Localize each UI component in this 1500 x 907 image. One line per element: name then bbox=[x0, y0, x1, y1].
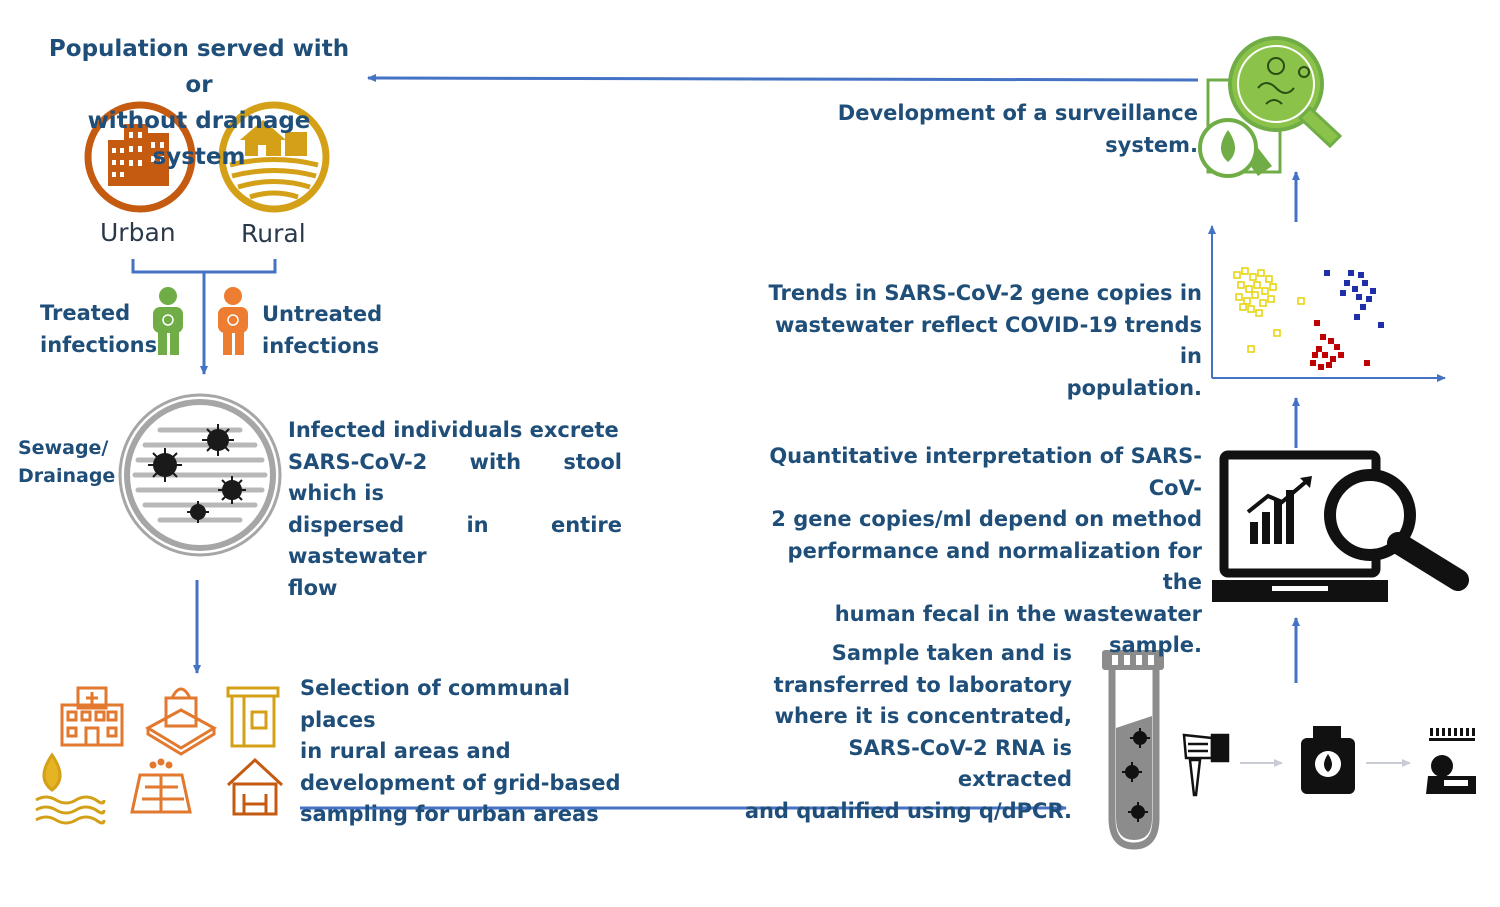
scatter-point-yellow bbox=[1298, 298, 1304, 304]
scatter-point-blue bbox=[1352, 286, 1358, 292]
test-tube-icon bbox=[1102, 650, 1164, 846]
trends-line: population. bbox=[1066, 375, 1202, 400]
scatter-point-blue bbox=[1354, 314, 1360, 320]
selection-line: in rural areas and bbox=[300, 739, 511, 763]
scatter-point-yellow bbox=[1238, 282, 1244, 288]
sewage-line: Drainage bbox=[18, 465, 116, 487]
quant-line: 2 gene copies/ml depend on method bbox=[771, 507, 1202, 531]
quant-line: human fecal in the wastewater sample. bbox=[834, 601, 1202, 657]
surveillance-text: Development of a surveillance system. bbox=[837, 101, 1198, 157]
scatter-point-blue bbox=[1344, 280, 1350, 286]
scatter-point-yellow bbox=[1256, 310, 1262, 316]
scatter-point-blue bbox=[1362, 280, 1368, 286]
quantitative-description bbox=[756, 441, 1202, 662]
untreated-infections-label bbox=[262, 299, 382, 362]
treated-infections-label bbox=[40, 298, 157, 361]
scatter-point-red bbox=[1314, 320, 1320, 326]
sample-description bbox=[740, 638, 1072, 827]
urban-rural-bracket bbox=[133, 259, 275, 272]
scatter-point-yellow bbox=[1254, 282, 1260, 288]
trends-line: wastewater reflect COVID-19 trends in bbox=[774, 312, 1202, 368]
barn-icon bbox=[228, 760, 282, 814]
scatter-point-red bbox=[1318, 364, 1324, 370]
reagent-bottle-icon bbox=[1301, 726, 1355, 794]
scatter-point-yellow bbox=[1258, 270, 1264, 276]
building-icon bbox=[228, 688, 278, 746]
trend-scatter-chart bbox=[1212, 226, 1445, 378]
excrete-line: Infected individuals excrete bbox=[288, 418, 619, 442]
sample-line: Sample taken and is bbox=[831, 641, 1072, 665]
scatter-point-red bbox=[1338, 352, 1344, 358]
hospital-icon bbox=[62, 688, 122, 745]
scatter-point-blue bbox=[1324, 270, 1330, 276]
scatter-point-yellow bbox=[1250, 274, 1256, 280]
trends-description bbox=[760, 278, 1202, 404]
market-icon bbox=[148, 689, 214, 754]
scatter-point-yellow bbox=[1248, 306, 1254, 312]
water-drop-icon bbox=[36, 755, 104, 823]
quant-line: performance and normalization for the bbox=[787, 538, 1202, 594]
scatter-point-yellow bbox=[1244, 298, 1250, 304]
treated-person-icon bbox=[153, 287, 183, 355]
scatter-point-yellow bbox=[1246, 286, 1252, 292]
untreated-person-icon bbox=[218, 287, 248, 355]
urban-label: Urban bbox=[100, 218, 176, 247]
population-title-line: Population served with or bbox=[48, 36, 350, 98]
scatter-point-yellow bbox=[1236, 294, 1242, 300]
scatter-point-blue bbox=[1358, 272, 1364, 278]
scatter-point-yellow bbox=[1270, 284, 1276, 290]
scatter-point-yellow bbox=[1260, 300, 1266, 306]
scatter-point-red bbox=[1310, 360, 1316, 366]
scatter-point-red bbox=[1316, 346, 1322, 352]
sample-line: and qualified using q/dPCR. bbox=[744, 798, 1072, 823]
scatter-point-blue bbox=[1356, 294, 1362, 300]
sewage-manhole-icon bbox=[120, 395, 280, 555]
trends-line: Trends in SARS-CoV-2 gene copies in bbox=[768, 281, 1202, 305]
scatter-point-blue bbox=[1348, 270, 1354, 276]
untreated-line: infections bbox=[262, 333, 380, 358]
scatter-point-red bbox=[1322, 352, 1328, 358]
quant-line: Quantitative interpretation of SARS-CoV- bbox=[769, 444, 1202, 500]
untreated-line: Untreated bbox=[262, 302, 383, 326]
sample-line: where it is concentrated, bbox=[774, 704, 1072, 728]
scatter-point-red bbox=[1320, 334, 1326, 340]
excrete-description bbox=[288, 415, 622, 604]
rural-label: Rural bbox=[241, 219, 306, 248]
scatter-point-blue bbox=[1370, 288, 1376, 294]
arrow-to-population bbox=[368, 78, 1198, 80]
scatter-point-blue bbox=[1360, 304, 1366, 310]
scatter-point-yellow bbox=[1248, 346, 1254, 352]
field-irrigation-icon bbox=[132, 760, 190, 812]
scatter-point-yellow bbox=[1268, 296, 1274, 302]
excrete-line: SARS-CoV-2 with stool which is bbox=[288, 449, 622, 505]
scatter-point-yellow bbox=[1266, 276, 1272, 282]
laptop-analysis-icon bbox=[1212, 455, 1458, 602]
scatter-point-yellow bbox=[1234, 272, 1240, 278]
excrete-line: flow bbox=[288, 575, 338, 600]
scatter-point-yellow bbox=[1240, 304, 1246, 310]
selection-line: development of grid-based bbox=[300, 770, 621, 795]
scatter-point-red bbox=[1330, 356, 1336, 362]
surveillance-icon bbox=[1200, 38, 1340, 176]
selection-line: sampling for urban areas bbox=[300, 802, 599, 826]
selection-description bbox=[300, 673, 630, 831]
sewage-drainage-label bbox=[18, 434, 115, 490]
population-title-line: without drainage system bbox=[87, 108, 311, 170]
scatter-point-red bbox=[1326, 362, 1332, 368]
excrete-line: dispersed in entire wastewater bbox=[288, 512, 622, 568]
selection-line: Selection of communal places bbox=[300, 676, 570, 732]
treated-line: Treated bbox=[40, 301, 131, 325]
scatter-point-blue bbox=[1378, 322, 1384, 328]
scatter-point-red bbox=[1328, 338, 1334, 344]
pcr-machine-icon bbox=[1426, 728, 1476, 794]
scatter-point-yellow bbox=[1242, 268, 1248, 274]
sample-line: SARS-CoV-2 RNA is extracted bbox=[848, 735, 1072, 791]
scatter-point-red bbox=[1312, 352, 1318, 358]
scatter-point-blue bbox=[1340, 290, 1346, 296]
scatter-point-yellow bbox=[1252, 292, 1258, 298]
scatter-point-blue bbox=[1366, 296, 1372, 302]
scatter-point-yellow bbox=[1274, 330, 1280, 336]
pipette-icon bbox=[1184, 735, 1228, 795]
population-title bbox=[40, 31, 358, 175]
scatter-point-red bbox=[1364, 360, 1370, 366]
scatter-point-red bbox=[1334, 344, 1340, 350]
sewage-line: Sewage/ bbox=[18, 437, 109, 459]
treated-line: infections bbox=[40, 332, 158, 357]
sample-line: transferred to laboratory bbox=[773, 672, 1072, 697]
scatter-point-yellow bbox=[1262, 288, 1268, 294]
